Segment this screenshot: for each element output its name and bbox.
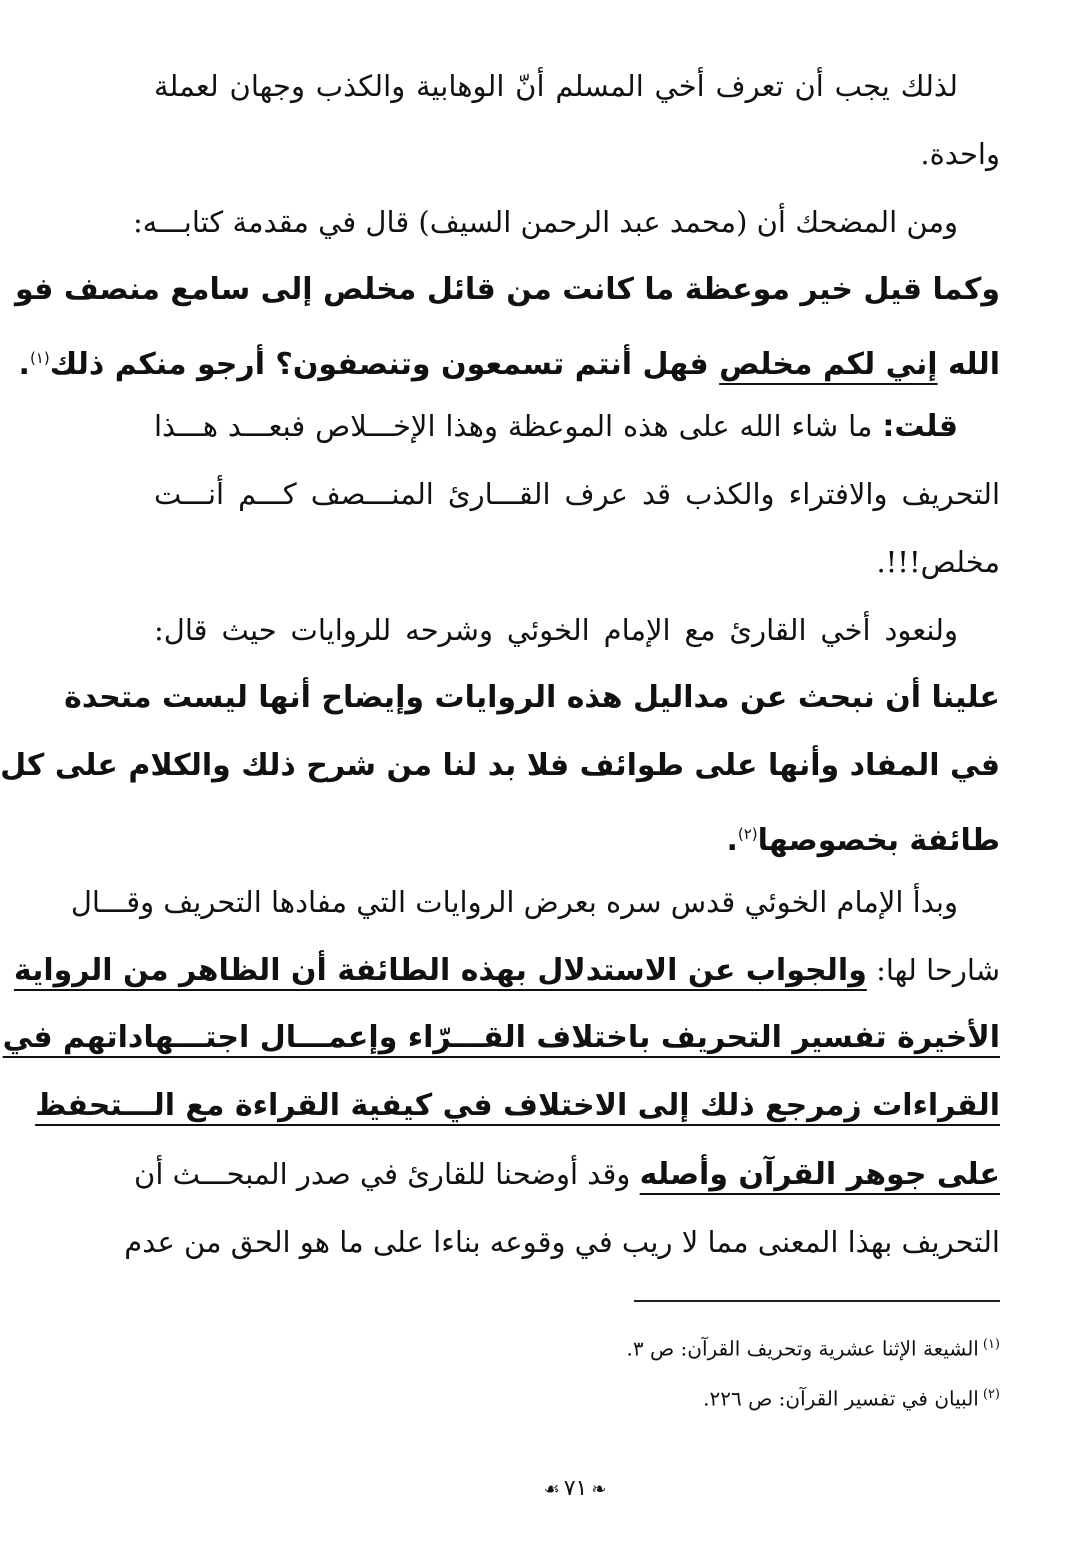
paragraph-2-line-1: ومن المضحك أن (محمد عبد الرحمن السيف) قال في مقدمة كتابـــه: bbox=[132, 205, 958, 239]
quote-1-line-1: وكما قيل خير موعظة ما كانت من قائل مخلص إلى سامع منصف فو bbox=[14, 272, 1000, 307]
quote-2-line-1: علينا أن نبحث عن مداليل هذه الروايات وإيضاح أنها ليست متحدة bbox=[64, 680, 1000, 715]
underlined-phrase: إني لكم مخلص bbox=[719, 347, 938, 382]
paragraph-4-line-1: ولنعود أخي القارئ مع الإمام الخوئي وشرحه للروايات حيث قال: bbox=[154, 613, 958, 647]
footnote-2: $^{(٢)}$البيان في تفسير القرآن: ص ٢٢٦. bbox=[703, 1386, 1000, 1411]
paragraph-3-line-2: التحريف والافتراء والكذب قد عرف القـــارئ المنـــصف كـــم أنـــت bbox=[154, 477, 1000, 511]
paragraph-1-line-2: واحدة. bbox=[920, 137, 1000, 171]
footnotes bbox=[154, 1322, 1000, 1421]
page-body bbox=[0, 52, 1000, 1276]
quote-3-start: والجواب عن الاستدلال بهذه الطائفة أن الظاهر من الرواية bbox=[13, 953, 867, 988]
paragraph-5-line-1: وبدأ الإمام الخوئي قدس سره بعرض الروايات التي مفادها التحريف وقـــال bbox=[70, 885, 958, 919]
quote-3-end: على جوهر القرآن وأصله bbox=[639, 1157, 1000, 1192]
paragraph-3-line-1: قلت: ما شاء الله على هذه الموعظة وهذا الإخـــلاص فبعـــد هـــذا bbox=[154, 409, 959, 444]
quote-3-line-3: القراءات زمرجع ذلك إلى الاختلاف في كيفية القراءة مع الـــتحفظ bbox=[35, 1088, 1000, 1123]
quote-2-line-3: طائفة بخصوصها$^{(٢)}$. bbox=[726, 823, 1000, 858]
footnote-1: $^{(١)}$الشيعة الإثنا عشرية وتحريف القرآن: ص ٣. bbox=[626, 1336, 1000, 1361]
paragraph-5-line-5: على جوهر القرآن وأصله وقد أوضحنا للقارئ في صدر المبحـــث أن bbox=[134, 1157, 1000, 1192]
ornament-left-icon: ☙ bbox=[543, 1479, 560, 1500]
paragraph-1-line-1: لذلك يجب أن تعرف أخي المسلم أنّ الوهابية والكذب وجهان لعملة bbox=[154, 69, 958, 103]
quote-1-line-2: الله إني لكم مخلص فهل أنتم تسمعون وتنصفون؟ أرجو منكم ذلك$^{(١)}$. bbox=[18, 347, 1000, 382]
quote-3-line-2: الأخيرة تفسير التحريف باختلاف القـــرّاء وإعمـــال اجتـــهاداتهم في bbox=[2, 1020, 1000, 1055]
paragraph-3-line-3: مخلص!!!. bbox=[876, 545, 1000, 579]
paragraph-3-label: قلت: bbox=[882, 409, 959, 444]
footnote-separator bbox=[634, 1300, 1000, 1302]
paragraph-5-line-6: التحريف بهذا المعنى مما لا ريب في وقوعه بناءا على ما هو الحق من عدم bbox=[124, 1225, 1000, 1259]
page-number: ❧٧١☙ bbox=[543, 1476, 607, 1501]
quote-2-line-2: في المفاد وأنها على طوائف فلا بد لنا من شرح ذلك والكلام على كل bbox=[0, 748, 1000, 783]
paragraph-5-line-2: شارحا لها: والجواب عن الاستدلال بهذه الطائفة أن الظاهر من الرواية bbox=[13, 953, 1000, 988]
footnote-ref-1: (١) bbox=[29, 349, 50, 367]
ornament-right-icon: ❧ bbox=[591, 1479, 607, 1500]
footnote-ref-2: (٢) bbox=[737, 825, 758, 843]
